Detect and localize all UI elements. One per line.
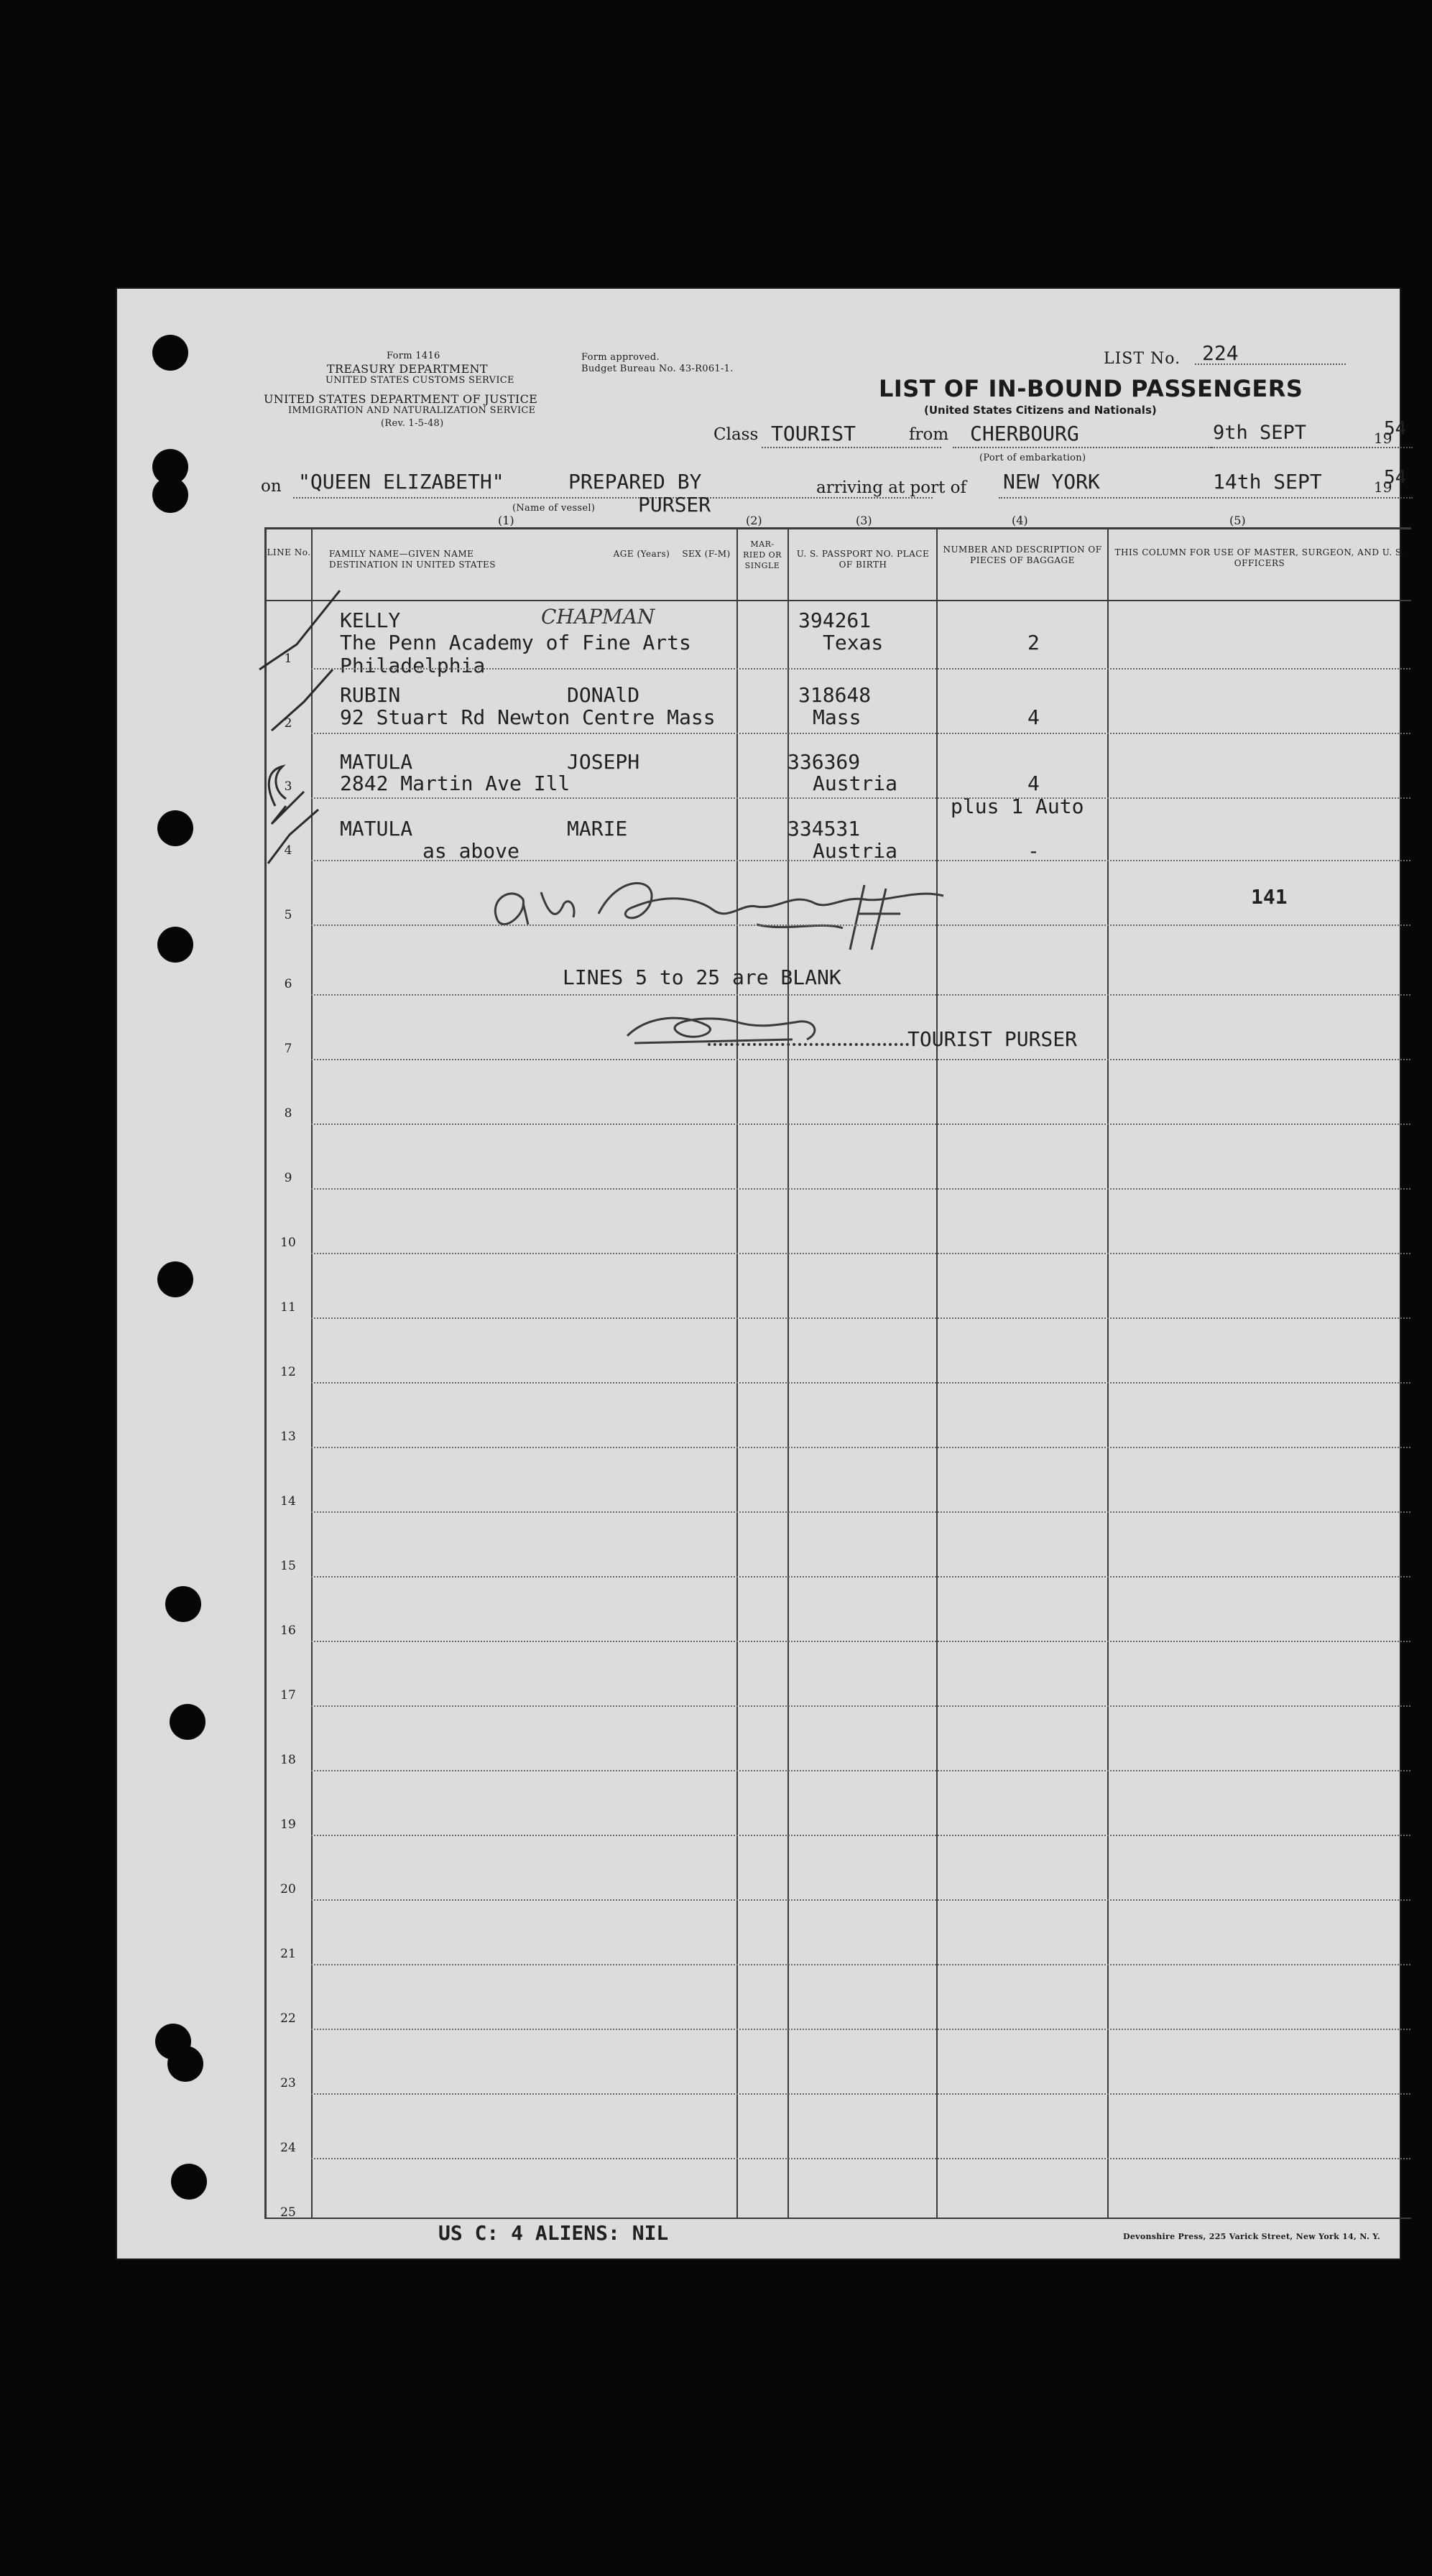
punch-hole xyxy=(157,810,193,846)
punch-hole xyxy=(152,335,188,371)
entry-3-given: JOSEPH xyxy=(567,750,640,774)
tourist-purser: TOURIST PURSER xyxy=(907,1027,1078,1051)
passenger-manifest-sheet xyxy=(117,289,1407,2258)
class-label: Class xyxy=(713,425,759,444)
form-number: Form 1416 xyxy=(387,351,440,361)
list-no-value: 224 xyxy=(1202,341,1239,365)
punch-hole xyxy=(167,2046,203,2082)
col-num-4: (4) xyxy=(1012,514,1028,527)
col-num-3: (3) xyxy=(856,514,872,527)
line-number: 2 xyxy=(284,716,292,731)
row-rule xyxy=(311,733,1410,734)
row-rule xyxy=(311,1770,1410,1771)
entry-1-given-handwritten: CHAPMAN xyxy=(541,605,655,629)
row-rule xyxy=(311,1317,1410,1319)
header-name: FAMILY NAME—GIVEN NAME xyxy=(329,549,474,559)
header-married: MAR-RIED OR SINGLE xyxy=(743,539,782,570)
line-number: 25 xyxy=(280,2205,296,2220)
entry-3-passport: 336369 xyxy=(787,750,861,774)
list-no-label: LIST No. xyxy=(1104,350,1181,368)
row-rule xyxy=(311,994,1410,996)
row-rule xyxy=(311,1835,1410,1836)
row-rule xyxy=(311,2158,1410,2159)
purser-label: PURSER xyxy=(638,493,711,516)
purser-dotline xyxy=(708,1043,909,1046)
line-number: 19 xyxy=(280,1817,296,1832)
punch-hole xyxy=(170,1704,205,1740)
entry-1-baggage: 2 xyxy=(1027,631,1040,654)
officer-mark: 141 xyxy=(1251,885,1288,909)
punch-hole xyxy=(157,927,193,963)
col-num-2: (2) xyxy=(746,514,762,527)
embarkation-caption: (Port of embarkation) xyxy=(979,453,1086,463)
row-rule xyxy=(311,860,1410,861)
punch-hole xyxy=(165,1586,201,1622)
row-rule xyxy=(311,1253,1410,1254)
row-rule xyxy=(311,1511,1410,1513)
line-number: 6 xyxy=(284,977,292,991)
entry-4-baggage: - xyxy=(1027,839,1040,863)
entry-4-birthplace: Austria xyxy=(813,839,898,863)
line-number: 10 xyxy=(280,1236,296,1250)
signature-purser xyxy=(620,1000,836,1057)
line-number: 13 xyxy=(280,1430,296,1444)
line-number: 24 xyxy=(280,2141,296,2155)
vessel-caption: (Name of vessel) xyxy=(512,503,596,514)
line-number: 18 xyxy=(280,1753,296,1767)
row-rule xyxy=(311,925,1410,926)
vessel-line xyxy=(293,497,933,499)
entry-4-surname: MATULA xyxy=(340,817,413,840)
line-number: 14 xyxy=(280,1494,296,1509)
from-value: CHERBOURG xyxy=(970,422,1079,445)
document-title: LIST OF IN-BOUND PASSENGERS xyxy=(879,375,1303,402)
entry-1-surname: KELLY xyxy=(340,608,401,632)
from-date: 9th SEPT xyxy=(1213,422,1307,444)
form-approved: Form approved. xyxy=(581,352,660,363)
class-value: TOURIST xyxy=(771,422,856,445)
col-num-1: (1) xyxy=(498,514,514,527)
entry-1-destination-city: Philadelphia xyxy=(340,654,486,677)
line-number: 8 xyxy=(284,1106,292,1121)
blank-lines-note: LINES 5 to 25 are BLANK xyxy=(563,965,841,989)
entry-3-surname: MATULA xyxy=(340,750,413,774)
footer-counts: US C: 4 ALIENS: NIL xyxy=(438,2221,669,2245)
customs-service: UNITED STATES CUSTOMS SERVICE xyxy=(325,375,514,386)
header-line-no: LINE No. xyxy=(267,547,311,557)
from-label: from xyxy=(909,425,949,444)
row-rule xyxy=(311,1382,1410,1384)
entry-4-destination: as above xyxy=(422,839,519,863)
table-bottom-rule xyxy=(264,2218,1411,2219)
year-prefix: 19 xyxy=(1374,430,1392,447)
entry-2-passport: 318648 xyxy=(798,683,872,707)
on-label: on xyxy=(261,477,282,496)
row-rule xyxy=(311,797,1410,799)
entry-2-destination: 92 Stuart Rd Newton Centre Mass xyxy=(340,705,716,729)
line-number: 20 xyxy=(280,1882,296,1896)
entry-3-birthplace: Austria xyxy=(813,772,898,795)
col-num-5: (5) xyxy=(1229,514,1246,527)
printer-imprint: Devonshire Press, 225 Varick Street, New York 14, N. Y. xyxy=(1123,2232,1381,2241)
line-number: 15 xyxy=(280,1559,296,1573)
arrive-port: NEW YORK xyxy=(1003,470,1100,494)
class-line xyxy=(762,447,941,448)
revision-date: (Rev. 1-5-48) xyxy=(381,418,444,429)
from-date-line xyxy=(1211,447,1413,448)
prepared-by: PREPARED BY xyxy=(568,470,702,494)
row-rule xyxy=(311,1123,1410,1125)
header-baggage: NUMBER AND DESCRIPTION OF PIECES OF BAGGAGE xyxy=(943,545,1102,565)
entry-3-baggage: 4 xyxy=(1027,772,1040,795)
punch-hole xyxy=(171,2164,207,2200)
row-rule xyxy=(311,2093,1410,2095)
line-number: 9 xyxy=(284,1171,292,1185)
year-from: 54 xyxy=(1384,418,1407,440)
line-number: 11 xyxy=(280,1300,296,1315)
from-line xyxy=(953,447,1211,448)
line-number: 16 xyxy=(280,1623,296,1638)
row-rule xyxy=(311,1447,1410,1448)
document-subtitle: (United States Citizens and Nationals) xyxy=(924,404,1157,417)
row-rule xyxy=(311,1576,1410,1577)
row-rule xyxy=(311,2029,1410,2030)
line-number: 17 xyxy=(280,1688,296,1702)
entry-1-destination: The Penn Academy of Fine Arts xyxy=(340,631,691,654)
row-rule xyxy=(311,1059,1410,1060)
arrive-line xyxy=(999,497,1413,499)
arriving-label: arriving at port of xyxy=(816,478,966,497)
arrive-date: 14th SEPT xyxy=(1213,470,1322,494)
entry-2-given: DONAlD xyxy=(567,683,640,707)
line-number: 7 xyxy=(284,1042,292,1056)
row-rule xyxy=(311,1188,1410,1190)
row-rule xyxy=(311,1641,1410,1642)
header-age: AGE (Years) xyxy=(613,549,670,559)
budget-bureau: Budget Bureau No. 43-R061-1. xyxy=(581,363,734,374)
line-number: 4 xyxy=(284,843,292,858)
header-destination: DESTINATION IN UNITED STATES xyxy=(329,560,496,570)
row-rule xyxy=(311,668,1410,670)
header-officers: THIS COLUMN FOR USE OF MASTER, SURGEON, AND U. S. OFFICERS xyxy=(1114,547,1405,568)
entry-3-baggage-extra: plus 1 Auto xyxy=(951,794,1084,818)
entry-4-passport: 334531 xyxy=(787,817,861,840)
entry-2-birthplace: Mass xyxy=(813,705,861,729)
line-number: 3 xyxy=(284,779,292,794)
treasury-dept: TREASURY DEPARTMENT xyxy=(327,362,488,376)
line-number: 23 xyxy=(280,2076,296,2090)
line-number: 12 xyxy=(280,1365,296,1379)
entry-3-destination: 2842 Martin Ave Ill xyxy=(340,772,571,795)
header-passport: U. S. PASSPORT NO. PLACE OF BIRTH xyxy=(796,549,930,570)
table-header-rule xyxy=(264,600,1411,601)
signature-shumacher xyxy=(484,863,1152,957)
row-rule xyxy=(311,1964,1410,1965)
entry-2-baggage: 4 xyxy=(1027,705,1040,729)
header-sex: SEX (F-M) xyxy=(682,549,731,559)
line-number: 22 xyxy=(280,2011,296,2026)
line-number: 1 xyxy=(284,652,292,666)
table-top-rule xyxy=(264,527,1411,529)
justice-dept: UNITED STATES DEPARTMENT OF JUSTICE xyxy=(264,392,538,406)
entry-4-given: MARIE xyxy=(567,817,628,840)
row-rule xyxy=(311,1705,1410,1707)
row-rule xyxy=(311,1899,1410,1901)
entry-2-surname: RUBIN xyxy=(340,683,401,707)
year-arrive: 54 xyxy=(1384,467,1407,488)
line-number: 21 xyxy=(280,1947,296,1961)
year-prefix-2: 19 xyxy=(1374,478,1392,496)
entry-1-birthplace: Texas xyxy=(823,631,884,654)
punch-hole xyxy=(157,1261,193,1297)
vessel-name: "QUEEN ELIZABETH" xyxy=(298,470,504,494)
line-number: 5 xyxy=(284,908,292,922)
entry-1-passport: 394261 xyxy=(798,608,872,632)
ins-service: IMMIGRATION AND NATURALIZATION SERVICE xyxy=(288,405,536,416)
punch-hole xyxy=(152,477,188,513)
